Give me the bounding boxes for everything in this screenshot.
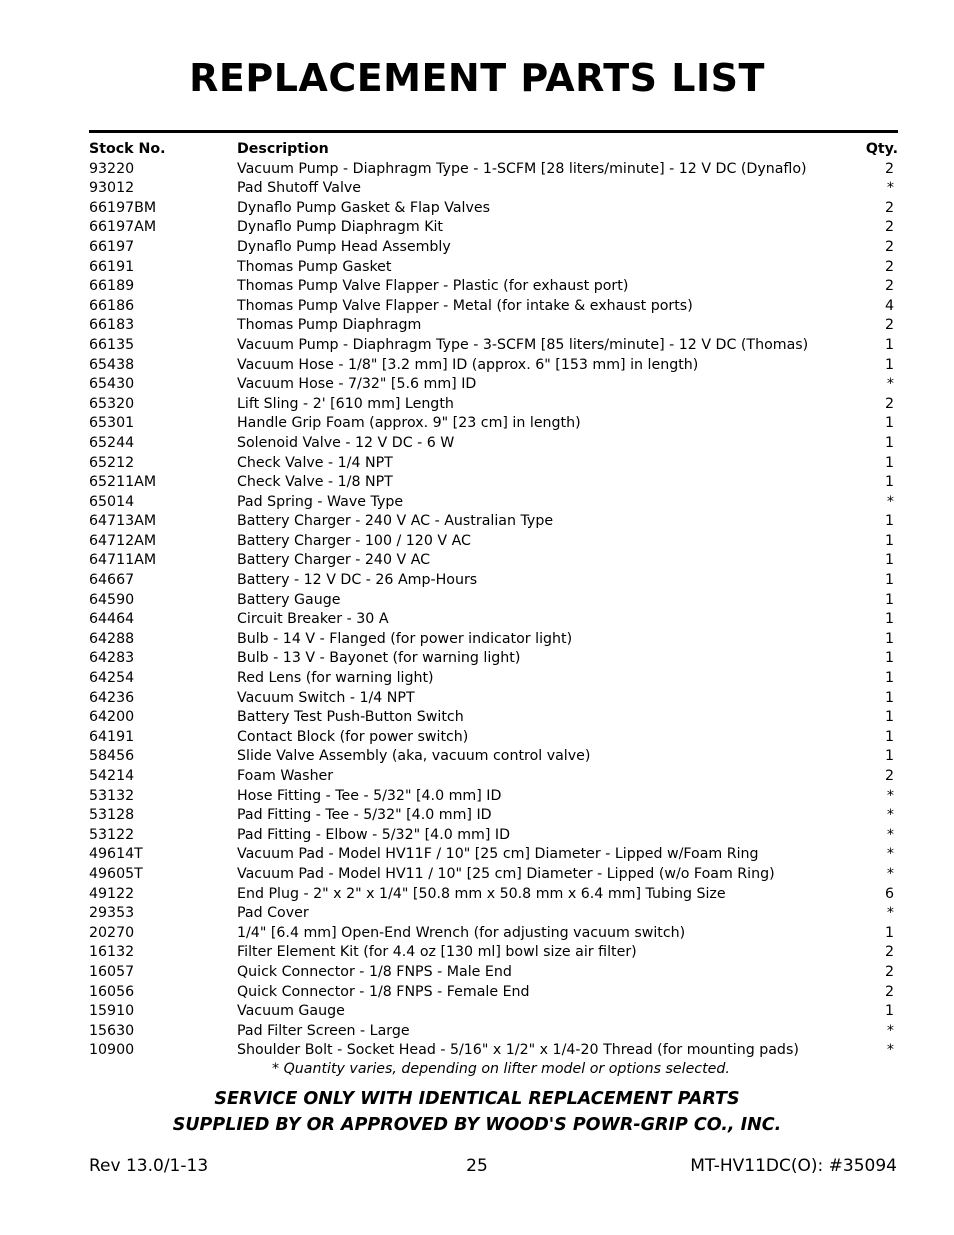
stock-number-cell: 64712AM bbox=[89, 532, 157, 549]
description-cell: Hose Fitting - Tee - 5/32" [4.0 mm] ID bbox=[237, 787, 502, 804]
quantity-cell: 1 bbox=[884, 924, 894, 941]
service-notice-line-1: SERVICE ONLY WITH IDENTICAL REPLACEMENT PARTS bbox=[214, 1089, 740, 1109]
stock-number-cell: 93012 bbox=[89, 180, 135, 197]
table-row bbox=[89, 375, 898, 395]
stock-number-cell: 64200 bbox=[89, 709, 135, 726]
description-cell: Thomas Pump Diaphragm bbox=[237, 317, 422, 334]
footer-page-number: 25 bbox=[466, 1156, 488, 1176]
quantity-cell: 1 bbox=[884, 572, 894, 589]
quantity-cell: 2 bbox=[884, 317, 894, 334]
description-cell: Vacuum Pad - Model HV11F / 10" [25 cm] Diameter - Lipped w/Foam Ring bbox=[237, 846, 759, 863]
stock-number-cell: 49605T bbox=[89, 865, 143, 882]
description-cell: Dynaflo Pump Diaphragm Kit bbox=[237, 219, 443, 236]
description-cell: Dynaflo Pump Gasket & Flap Valves bbox=[237, 199, 490, 216]
footer-revision: Rev 13.0/1-13 bbox=[89, 1156, 209, 1176]
stock-number-cell: 53132 bbox=[89, 787, 135, 804]
quantity-footnote: * Quantity varies, depending on lifter model or options selected. bbox=[272, 1061, 730, 1077]
quantity-cell: 1 bbox=[884, 1003, 894, 1020]
stock-number-cell: 65014 bbox=[89, 493, 135, 510]
parts-table bbox=[89, 140, 898, 1061]
stock-number-cell: 49614T bbox=[89, 846, 143, 863]
description-cell: Pad Shutoff Valve bbox=[237, 180, 362, 197]
table-row bbox=[89, 571, 898, 591]
stock-number-cell: 16132 bbox=[89, 944, 135, 961]
quantity-cell: * bbox=[886, 180, 894, 197]
stock-number-cell: 20270 bbox=[89, 924, 135, 941]
table-row bbox=[89, 395, 898, 415]
stock-number-cell: 15910 bbox=[89, 1003, 135, 1020]
description-cell: Dynaflo Pump Head Assembly bbox=[237, 238, 451, 255]
stock-number-cell: 64464 bbox=[89, 611, 135, 628]
quantity-cell: * bbox=[886, 905, 894, 922]
quantity-cell: 2 bbox=[884, 768, 894, 784]
table-row bbox=[89, 787, 898, 807]
service-notice-line-2: SUPPLIED BY OR APPROVED BY WOOD'S POWR-GRIP CO., INC. bbox=[172, 1115, 782, 1135]
table-row bbox=[89, 454, 898, 474]
quantity-cell: * bbox=[886, 787, 894, 804]
description-cell: Vacuum Pump - Diaphragm Type - 3-SCFM [85 liters/minute] - 12 V DC (Thomas) bbox=[237, 336, 809, 353]
table-row bbox=[89, 865, 898, 885]
description-cell: Quick Connector - 1/8 FNPS - Female End bbox=[237, 983, 530, 1000]
stock-number-cell: 64283 bbox=[89, 650, 135, 667]
description-cell: End Plug - 2" x 2" x 1/4" [50.8 mm x 50.8 mm x 6.4 mm] Tubing Size bbox=[237, 885, 726, 902]
table-row bbox=[89, 826, 898, 846]
table-row bbox=[89, 316, 898, 336]
description-cell: Battery Test Push-Button Switch bbox=[237, 709, 464, 726]
table-row bbox=[89, 493, 898, 513]
table-row bbox=[89, 728, 898, 748]
quantity-cell: 4 bbox=[884, 297, 894, 314]
stock-number-cell: 53128 bbox=[89, 807, 135, 824]
stock-number-cell: 64236 bbox=[89, 689, 135, 706]
stock-number-cell: 66191 bbox=[89, 258, 135, 275]
description-cell: Pad Fitting - Tee - 5/32" [4.0 mm] ID bbox=[237, 807, 492, 824]
description-cell: Handle Grip Foam (approx. 9" [23 cm] in length) bbox=[237, 415, 581, 432]
table-body bbox=[89, 160, 898, 1061]
table-row bbox=[89, 336, 898, 356]
stock-number-cell: 66186 bbox=[89, 297, 135, 314]
table-row bbox=[89, 277, 898, 297]
quantity-cell: * bbox=[886, 846, 894, 863]
table-row bbox=[89, 434, 898, 454]
table-row bbox=[89, 551, 898, 571]
description-cell: Contact Block (for power switch) bbox=[237, 728, 469, 745]
stock-number-cell: 49122 bbox=[89, 885, 135, 902]
quantity-cell: 1 bbox=[884, 650, 894, 667]
stock-number-cell: 66197BM bbox=[89, 199, 157, 216]
stock-number-cell: 66183 bbox=[89, 317, 135, 334]
stock-number-cell: 66197AM bbox=[89, 219, 157, 236]
table-row bbox=[89, 414, 898, 434]
description-cell: Bulb - 14 V - Flanged (for power indicator light) bbox=[237, 630, 573, 647]
quantity-cell: * bbox=[886, 826, 894, 843]
quantity-cell: 2 bbox=[884, 983, 894, 1000]
quantity-cell: * bbox=[886, 376, 894, 393]
stock-number-cell: 64711AM bbox=[89, 552, 157, 569]
stock-number-cell: 64191 bbox=[89, 728, 135, 745]
table-row bbox=[89, 708, 898, 728]
stock-number-cell: 16057 bbox=[89, 963, 135, 980]
quantity-cell: 2 bbox=[884, 944, 894, 961]
stock-number-cell: 64713AM bbox=[89, 513, 157, 530]
table-row bbox=[89, 747, 898, 767]
quantity-cell: 1 bbox=[884, 709, 894, 726]
quantity-cell: 1 bbox=[884, 591, 894, 608]
table-row bbox=[89, 179, 898, 199]
stock-number-cell: 66135 bbox=[89, 336, 135, 353]
table-header-row bbox=[89, 140, 898, 160]
title-divider bbox=[89, 130, 898, 133]
stock-number-cell: 66189 bbox=[89, 278, 135, 295]
quantity-cell: 1 bbox=[884, 670, 894, 687]
stock-number-cell: 64254 bbox=[89, 670, 135, 687]
table-row bbox=[89, 1041, 898, 1061]
column-header-description: Description bbox=[237, 141, 329, 157]
quantity-cell: 2 bbox=[884, 278, 894, 295]
table-row bbox=[89, 904, 898, 924]
quantity-cell: 1 bbox=[884, 611, 894, 628]
table-row bbox=[89, 512, 898, 532]
table-row bbox=[89, 160, 898, 180]
quantity-cell: 2 bbox=[884, 238, 894, 255]
description-cell: Pad Cover bbox=[237, 905, 309, 922]
quantity-cell: 1 bbox=[884, 454, 894, 471]
description-cell: Pad Spring - Wave Type bbox=[237, 493, 404, 510]
description-cell: 1/4" [6.4 mm] Open-End Wrench (for adjusting vacuum switch) bbox=[237, 924, 686, 941]
table-row bbox=[89, 924, 898, 944]
stock-number-cell: 65430 bbox=[89, 376, 135, 393]
stock-number-cell: 54214 bbox=[89, 768, 135, 784]
quantity-cell: 1 bbox=[884, 748, 894, 765]
quantity-cell: 2 bbox=[884, 199, 894, 216]
quantity-cell: 1 bbox=[884, 415, 894, 432]
stock-number-cell: 65438 bbox=[89, 356, 135, 373]
description-cell: Battery Charger - 240 V AC - Australian Type bbox=[237, 513, 554, 530]
quantity-cell: 2 bbox=[884, 963, 894, 980]
stock-number-cell: 65212 bbox=[89, 454, 135, 471]
stock-number-cell: 29353 bbox=[89, 905, 135, 922]
table-row bbox=[89, 258, 898, 278]
quantity-cell: * bbox=[886, 865, 894, 882]
stock-number-cell: 10900 bbox=[89, 1042, 135, 1059]
table-row bbox=[89, 1022, 898, 1042]
quantity-cell: 1 bbox=[884, 434, 894, 451]
stock-number-cell: 64667 bbox=[89, 572, 135, 589]
stock-number-cell: 53122 bbox=[89, 826, 135, 843]
quantity-cell: * bbox=[886, 1042, 894, 1059]
description-cell: Bulb - 13 V - Bayonet (for warning light) bbox=[237, 650, 521, 667]
description-cell: Lift Sling - 2' [610 mm] Length bbox=[237, 395, 454, 412]
quantity-cell: 2 bbox=[884, 160, 894, 177]
description-cell: Vacuum Pump - Diaphragm Type - 1-SCFM [28 liters/minute] - 12 V DC (Dynaflo) bbox=[237, 160, 807, 177]
description-cell: Battery Charger - 240 V AC bbox=[237, 552, 431, 569]
table-row bbox=[89, 473, 898, 493]
table-row bbox=[89, 885, 898, 905]
table-row bbox=[89, 806, 898, 826]
description-cell: Pad Fitting - Elbow - 5/32" [4.0 mm] ID bbox=[237, 826, 511, 843]
footer-document-id: MT-HV11DC(O): #35094 bbox=[690, 1156, 897, 1176]
description-cell: Red Lens (for warning light) bbox=[237, 670, 434, 687]
description-cell: Pad Filter Screen - Large bbox=[237, 1022, 410, 1039]
stock-number-cell: 16056 bbox=[89, 983, 135, 1000]
quantity-cell: 1 bbox=[884, 336, 894, 353]
description-cell: Battery Gauge bbox=[237, 591, 341, 608]
table-row bbox=[89, 943, 898, 963]
table-row bbox=[89, 630, 898, 650]
quantity-cell: 1 bbox=[884, 356, 894, 373]
quantity-cell: 2 bbox=[884, 258, 894, 275]
description-cell: Vacuum Hose - 7/32" [5.6 mm] ID bbox=[237, 376, 477, 393]
stock-number-cell: 64590 bbox=[89, 591, 135, 608]
description-cell: Vacuum Gauge bbox=[237, 1003, 345, 1020]
quantity-cell: 1 bbox=[884, 728, 894, 745]
table-row bbox=[89, 983, 898, 1003]
quantity-cell: * bbox=[886, 1022, 894, 1039]
description-cell: Quick Connector - 1/8 FNPS - Male End bbox=[237, 963, 512, 980]
quantity-cell: 1 bbox=[884, 552, 894, 569]
table-row bbox=[89, 297, 898, 317]
quantity-cell: 1 bbox=[884, 532, 894, 549]
description-cell: Vacuum Pad - Model HV11 / 10" [25 cm] Diameter - Lipped (w/o Foam Ring) bbox=[237, 865, 775, 882]
description-cell: Slide Valve Assembly (aka, vacuum control valve) bbox=[237, 748, 591, 765]
description-cell: Battery - 12 V DC - 26 Amp-Hours bbox=[237, 572, 478, 589]
description-cell: Filter Element Kit (for 4.4 oz [130 ml] bowl size air filter) bbox=[237, 944, 637, 961]
table-row bbox=[89, 356, 898, 376]
table-row bbox=[89, 649, 898, 669]
table-row bbox=[89, 199, 898, 219]
column-header-qty: Qty. bbox=[865, 141, 898, 157]
stock-number-cell: 65301 bbox=[89, 415, 135, 432]
quantity-cell: 1 bbox=[884, 474, 894, 491]
stock-number-cell: 15630 bbox=[89, 1022, 135, 1039]
description-cell: Foam Washer bbox=[237, 768, 334, 784]
description-cell: Check Valve - 1/4 NPT bbox=[237, 454, 393, 471]
description-cell: Battery Charger - 100 / 120 V AC bbox=[237, 532, 471, 549]
stock-number-cell: 93220 bbox=[89, 160, 135, 177]
description-cell: Thomas Pump Valve Flapper - Metal (for intake & exhaust ports) bbox=[237, 297, 693, 314]
quantity-cell: * bbox=[886, 493, 894, 510]
description-cell: Thomas Pump Valve Flapper - Plastic (for exhaust port) bbox=[237, 278, 629, 295]
stock-number-cell: 64288 bbox=[89, 630, 135, 647]
description-cell: Circuit Breaker - 30 A bbox=[237, 611, 389, 628]
table-row bbox=[89, 669, 898, 689]
column-header-stock: Stock No. bbox=[89, 141, 166, 157]
table-row bbox=[89, 238, 898, 258]
description-cell: Shoulder Bolt - Socket Head - 5/16" x 1/2" x 1/4-20 Thread (for mounting pads) bbox=[237, 1042, 799, 1059]
description-cell: Thomas Pump Gasket bbox=[237, 258, 392, 275]
description-cell: Solenoid Valve - 12 V DC - 6 W bbox=[237, 434, 455, 451]
quantity-cell: 1 bbox=[884, 513, 894, 530]
table-row bbox=[89, 689, 898, 709]
page-title: REPLACEMENT PARTS LIST bbox=[189, 56, 765, 100]
table-row bbox=[89, 532, 898, 552]
stock-number-cell: 65320 bbox=[89, 395, 135, 412]
stock-number-cell: 65211AM bbox=[89, 474, 157, 491]
description-cell: Vacuum Hose - 1/8" [3.2 mm] ID (approx. 6" [153 mm] in length) bbox=[237, 356, 699, 373]
quantity-cell: 6 bbox=[884, 885, 894, 902]
description-cell: Vacuum Switch - 1/4 NPT bbox=[237, 689, 415, 706]
stock-number-cell: 66197 bbox=[89, 238, 135, 255]
table-row bbox=[89, 591, 898, 611]
table-row bbox=[89, 845, 898, 865]
quantity-cell: 2 bbox=[884, 219, 894, 236]
quantity-cell: 1 bbox=[884, 689, 894, 706]
quantity-cell: 2 bbox=[884, 395, 894, 412]
stock-number-cell: 58456 bbox=[89, 748, 135, 765]
quantity-cell: 1 bbox=[884, 630, 894, 647]
table-row bbox=[89, 610, 898, 630]
stock-number-cell: 65244 bbox=[89, 434, 135, 451]
table-row bbox=[89, 1002, 898, 1022]
table-row bbox=[89, 963, 898, 983]
quantity-cell: * bbox=[886, 807, 894, 824]
description-cell: Check Valve - 1/8 NPT bbox=[237, 474, 393, 491]
table-row bbox=[89, 767, 898, 787]
table-row bbox=[89, 218, 898, 238]
